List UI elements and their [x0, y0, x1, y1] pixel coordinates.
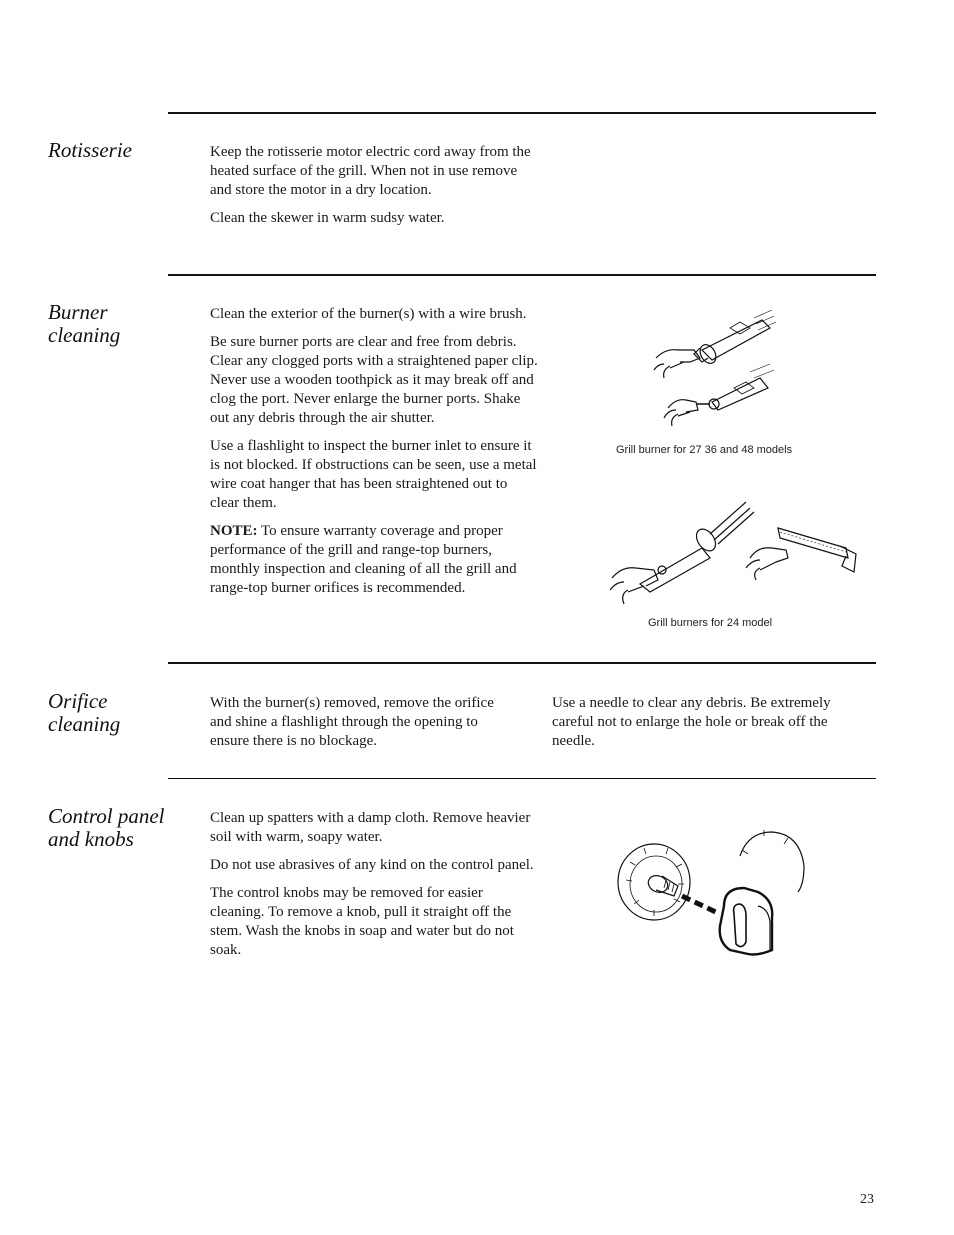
paragraph: Keep the rotisserie motor electric cord away from the heated surface of the grill. When not in use remove and store the motor in a dry location. [210, 144, 531, 198]
burner-caption-large-models: Grill burner for 27 36 and 48 models [616, 444, 793, 456]
section-rule [168, 274, 876, 276]
burner-cleaning-text [210, 305, 540, 607]
control-panel-heading: Control panel and knobs [48, 804, 165, 851]
section-rule [168, 778, 876, 779]
note-paragraph [210, 522, 540, 598]
paragraph: With the burner(s) removed, remove the orifice and shine a flashlight through the opening to ensure there is no blockage. [210, 695, 494, 749]
orifice-cleaning-text-right [552, 694, 872, 760]
page-number: 23 [860, 1192, 874, 1207]
section-rule [168, 112, 876, 114]
paragraph: Be sure burner ports are clear and free from debris. Clear any clogged ports with a straightened paper clip. Never use a wooden toothpick as it may break off and clog the port. Never enlarge the burner ports. Shake out any debris through the air shutter. [210, 334, 538, 426]
note-text: To ensure warranty coverage and proper performance of the grill and range-top burners, monthly inspection and cleaning of all the grill and range-top burner orifices is recommended. [210, 523, 517, 596]
burner-caption-24-model: Grill burners for 24 model [648, 617, 773, 629]
paragraph: Clean the skewer in warm sudsy water. [210, 210, 445, 226]
paragraph: Clean up spatters with a damp cloth. Remove heavier soil with warm, soapy water. [210, 810, 531, 845]
orifice-cleaning-text [210, 694, 510, 760]
paragraph: Do not use abrasives of any kind on the control panel. [210, 857, 534, 873]
rotisserie-heading: Rotisserie [48, 138, 132, 162]
paragraph: Use a flashlight to inspect the burner inlet to ensure it is not blocked. If obstructions can be seen, use a metal wire coat hanger that has been straightened out to clear them. [210, 438, 537, 511]
paragraph: The control knobs may be removed for easier cleaning. To remove a knob, pull it straight off the stem. Wash the knobs in soap and water but do not soak. [210, 885, 514, 958]
orifice-cleaning-heading: Orifice cleaning [48, 689, 121, 736]
paragraph: Use a needle to clear any debris. Be extremely careful not to enlarge the hole or break off the needle. [552, 695, 831, 749]
grill-burner-illustration-large [650, 298, 780, 428]
grill-burner-illustration-small [610, 498, 860, 608]
paragraph: Clean the exterior of the burner(s) with a wire brush. [210, 306, 527, 322]
note-label: NOTE: [210, 523, 258, 539]
control-knob-illustration [612, 826, 812, 958]
control-panel-text [210, 809, 540, 969]
section-rule [168, 662, 876, 664]
burner-cleaning-heading: Burner cleaning [48, 300, 121, 347]
rotisserie-text [210, 143, 540, 237]
